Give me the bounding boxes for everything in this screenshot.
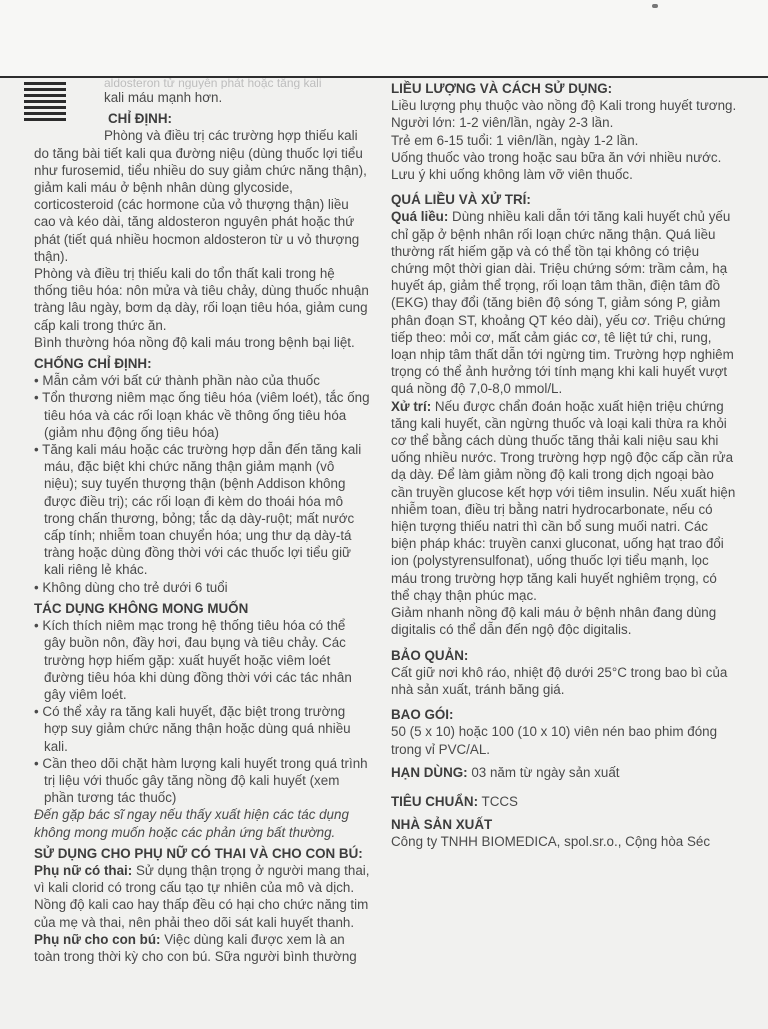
list-item: • Cần theo dõi chặt hàm lượng kali huyết trong quá trình trị liệu với thuốc gây tăng nồng độ kali huyết (xem phần tương tác thuốc) [34,755,368,806]
con-bu-para [34,931,370,965]
italic-warning: Đến gặp bác sĩ ngay nếu thấy xuất hiện các tác dụng không mong muốn hoặc các phản ứng bất thường. [34,807,349,840]
chi-dinh-para2: Phòng và điều trị thiếu kali do tổn thất kali trong hệ thống tiêu hóa: nôn mửa và tiêu chảy, dùng thuốc nhuận tràng lâu ngày, bơm dạ dày, rối loạn tiêu hóa, giảm cung cấp kali trong thức ăn. [34,266,369,333]
thai-para1 [34,862,370,931]
tieu-chuan-line [391,793,737,810]
nha-san-xuat-heading: NHÀ SẢN XUẤT [391,817,493,833]
paper-speck [652,4,658,8]
list-item: • Kích thích niêm mạc trong hệ thống tiêu hóa có thể gây buồn nôn, đầy hơi, đau bụng và tiêu chảy. Các trường hợp hiếm gặp: xuất huyết hoặc viêm loét đường tiêu hóa khi dùng đồng thời với các tác nhân gây viêm loét. [34,618,352,702]
han-dung-line [391,764,737,781]
con-bu-text: Việc dùng kali được xem là an toàn trong thời kỳ cho con bú. Sữa người bình thường [34,931,357,964]
thai-text: Sử dụng thận trọng ở người mang thai, vì kali clorid có trong cấu tạo tự nhiên của mô và dịch. Nồng độ kali cao hay thấp đều có hại cho chức năng tim của mẹ và thai, nên phải theo dõi sát kali huyết thanh. [34,862,370,930]
digitalis-para: Giảm nhanh nồng độ kali máu ở bệnh nhân đang dùng digitalis có thể dẫn đến ngộ độc digitalis. [391,605,717,638]
lieu-luong-line: Trẻ em 6-15 tuổi: 1 viên/lần, ngày 1-2 lần. [391,132,639,148]
tac-dung-heading: TÁC DỤNG KHÔNG MONG MUỐN [34,600,249,616]
lieu-luong-line: Người lớn: 1-2 viên/lần, ngày 2-3 lần. [391,115,614,131]
lead-line: kali máu mạnh hơn. [104,90,223,105]
bao-quan-text: Cất giữ nơi khô ráo, nhiệt độ dưới 25°C trong bao bì của nhà sản xuất, tránh băng giá. [391,664,728,697]
right-column [391,78,737,851]
bao-goi-text: 50 (5 x 10) hoặc 100 (10 x 10) viên nén bao phim đóng trong vỉ PVC/AL. [391,724,718,757]
chi-dinh-para3: Bình thường hóa nồng độ kali máu trong bệnh bại liệt. [34,334,355,350]
chi-dinh-heading: CHỈ ĐỊNH: [108,111,172,127]
thai-label: Phụ nữ có thai: [34,862,133,878]
lieu-luong-heading: LIỀU LƯỢNG VÀ CÁCH SỬ DỤNG: [391,81,613,96]
xu-tri-text: Nếu được chẩn đoán hoặc xuất hiện triệu chứng tăng kali huyết, cần ngừng thuốc và loại kali thừa ra khỏi cơ thể bằng cách dùng thuốc tăng thải kali niệu sau khi uống nhiều nước. Trong trường hợp ngộ độc cấp cần rửa dạ dày. Để làm giảm nồng độ kali trong dịch ngoại bào cần truyền glucose kết hợp với tiêm insulin. Nếu xuất hiện nhiễm toan, điều trị bằng natri hydrocarbonate, nếu có hiện tượng thiếu natri thì cần bổ sung muối natri. Các biện pháp khác: truyền canxi gluconat, uống hạt trao đổi ion (polystyrensulfonat), uống thuốc lợi tiểu mạnh, lọc máu trong trường hợp tăng kali huyết nghiêm trọng, có thể chạy thận phúc mạc. [391,398,736,603]
chi-dinh-para1: Phòng và điều trị các trường hợp thiếu kali do tăng bài tiết kali qua đường niệu (dùng thuốc lợi tiểu như furosemid, tiểu nhiều do suy giảm chức năng thận), giảm kali máu ở bệnh nhân dùng glycoside, corticosteroid (các hormone của vỏ thượng thận) liều cao và kéo dài, tăng aldosteron nguyên phát hoặc thứ phát (tiết quá nhiều hocmon aldosteron từ u vỏ thượng thận). [34,128,367,264]
qua-lieu-text: Dùng nhiều kali dẫn tới tăng kali huyết chủ yếu chỉ gặp ở bệnh nhân rối loạn chức năng thận. Quá liều thường rất hiếm gặp và có thể tồn tại không có triệu chứng một thời gian dài. Triệu chứng sớm: trầm cảm, hạ huyết áp, giảm thể trọng, rối loạn tâm thần, điện tâm đồ (EKG) thay đổi (tăng biên độ sóng T, giảm sóng P, giảm phân đoạn ST, khoảng QT kéo dài), yếu cơ. Triệu chứng tiếp theo: mỏi cơ, mất cảm giác cơ, tê liệt tứ chi, rung, loạn nhịp tâm thất dẫn tới ngừng tim. Trường hợp nghiêm trọng có thể ảnh hưởng tới tính mạng khi kali huyết vượt quá nồng độ 7,0-8,0 mmol/L. [391,209,734,397]
bao-goi-heading: BAO GÓI: [391,707,454,723]
lieu-luong-line: Lưu ý khi uống không làm vỡ viên thuốc. [391,167,633,183]
bao-quan-heading: BẢO QUẢN: [391,647,469,663]
xu-tri-para [391,398,737,604]
tieu-chuan-label: TIÊU CHUẨN: [391,793,479,809]
list-item: • Tăng kali máu hoặc các trường hợp dẫn đến tăng kali máu, đặc biệt khi chức năng thận giảm mạnh (vô niệu); suy tuyến thượng thận (bệnh Addison không được điều trị); các rối loạn đi kèm do thoái hóa mô trong chấn thương, bỏng; tắc dạ dày-ruột; mất nước cấp tính; nhiễm toan chuyển hóa; ung thư dạ dày-tá tràng hoặc dùng đồng thời với các thuốc lợi tiểu giữ kali riêng lẻ khác. [34,442,362,578]
thai-heading: SỬ DỤNG CHO PHỤ NỮ CÓ THAI VÀ CHO CON BÚ: [34,845,363,861]
nha-san-xuat-text: Công ty TNHH BIOMEDICA, spol.sr.o., Cộng hòa Séc [391,834,711,850]
con-bu-label: Phụ nữ cho con bú: [34,931,161,947]
qua-lieu-heading: QUÁ LIỀU VÀ XỬ TRÍ: [391,192,531,208]
lieu-luong-line: Liều lượng phụ thuộc vào nồng độ Kali trong huyết tương. [391,98,737,114]
tieu-chuan-text: TCCS [478,793,518,809]
lieu-luong-line: Uống thuốc vào trong hoặc sau bữa ăn với nhiều nước. [391,149,722,165]
qua-lieu-para [391,208,737,397]
clipped-text: aldosteron tử nguyên phát hoặc tăng kali [104,78,322,89]
han-dung-text: 03 năm từ ngày sản xuất [467,764,620,780]
xu-tri-label: Xử trí: [391,398,432,414]
chong-chi-dinh-heading: CHỐNG CHỈ ĐỊNH: [34,356,152,372]
qua-lieu-label: Quá liều: [391,209,449,225]
list-item: • Có thể xảy ra tăng kali huyết, đặc biệt trong trường hợp suy giảm chức năng thận hoặc dùng quá nhiều kali. [34,704,351,754]
han-dung-label: HẠN DÙNG: [391,764,468,780]
top-margin [0,0,768,76]
list-item: • Tổn thương niêm mạc ống tiêu hóa (viêm loét), tắc ống tiêu hóa và các rối loạn khác về thông ống tiêu hóa (giảm nhu động ống tiêu hóa) [34,390,370,440]
list-item: • Không dùng cho trẻ dưới 6 tuổi [34,579,228,595]
left-column [34,78,370,965]
list-item: • Mẫn cảm với bất cứ thành phần nào của thuốc [34,373,320,389]
